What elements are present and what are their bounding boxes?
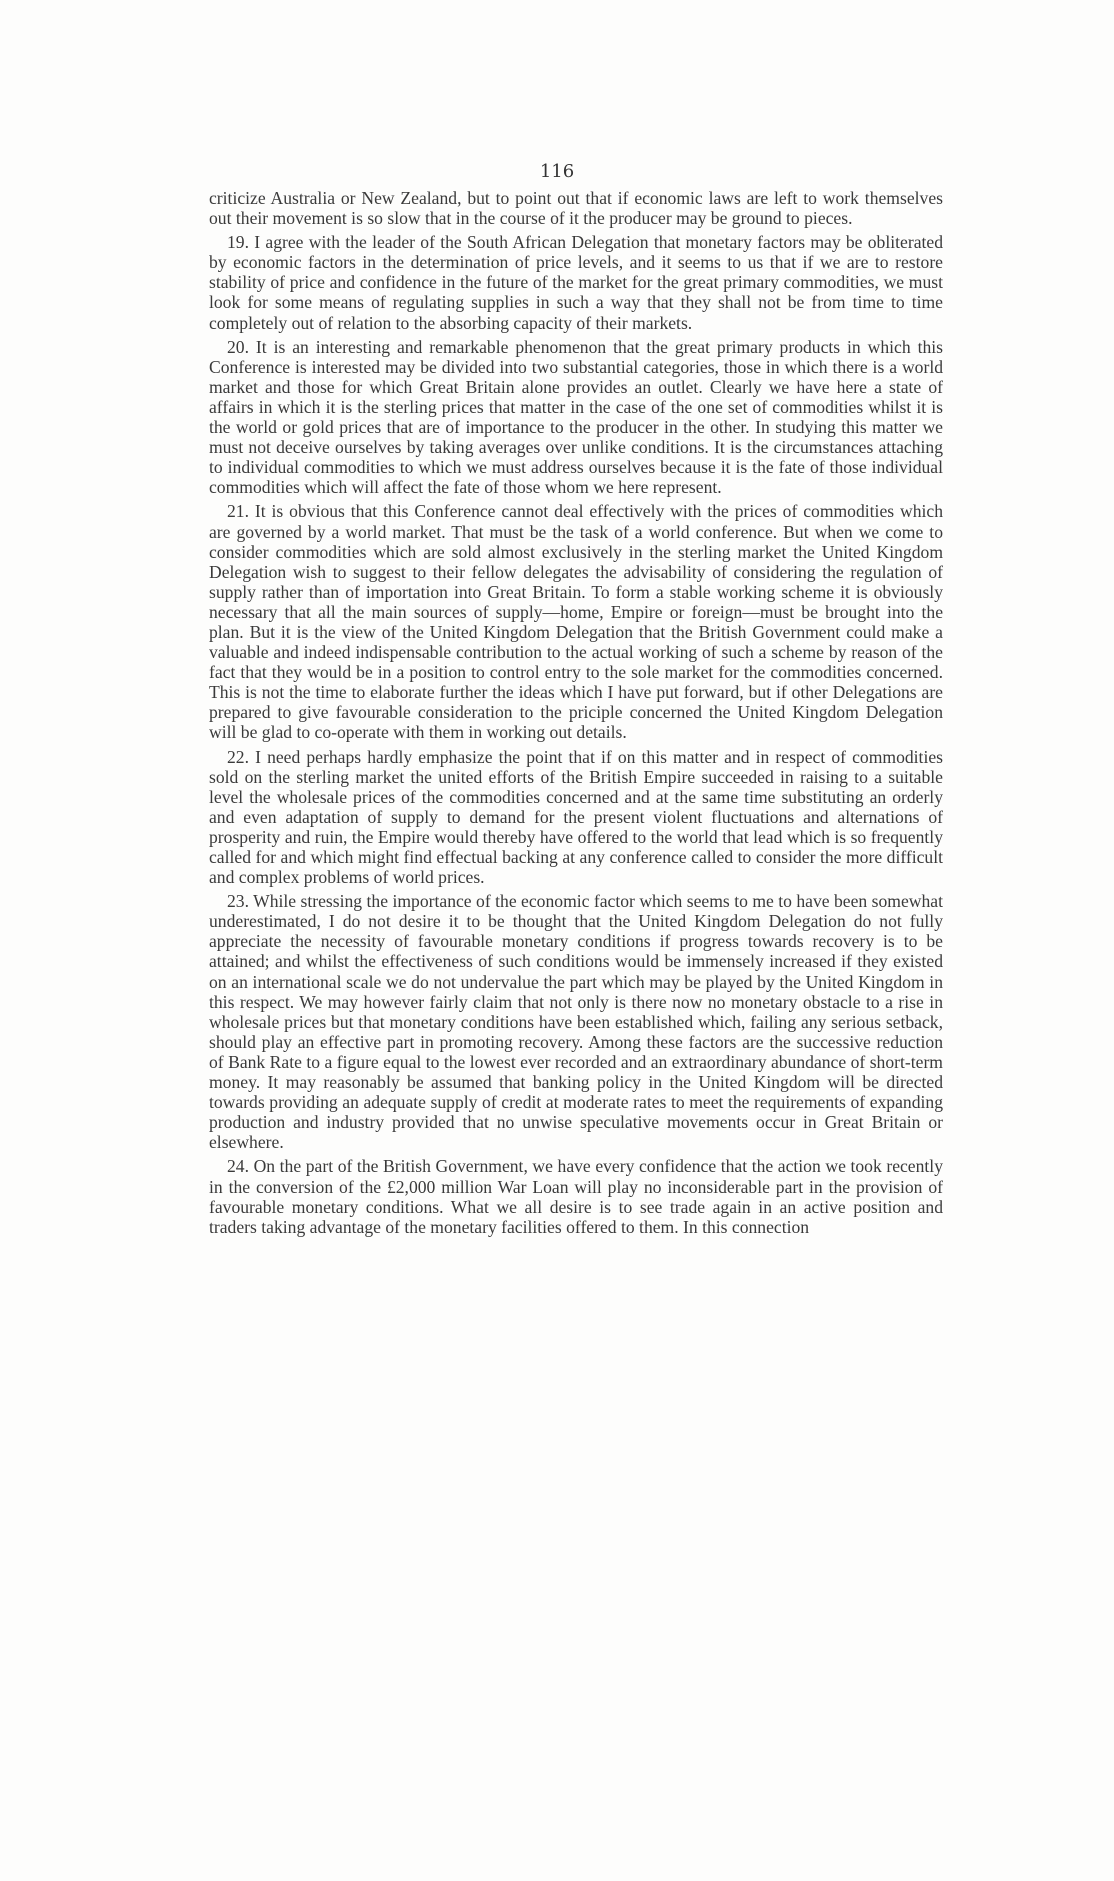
paragraph-23: 23. While stressing the importance of the economic factor which seems to me to have been somewhat underestimated, I do not desire it to be thought that the United Kingdom Delegation do not fully appreciate the necessity of favourable monetary conditions if progress towards recovery is to be attained; and whilst the effectiveness of such conditions would be immensely increased if they existed on an international scale we do not undervalue the part which may be played by the United Kingdom in this respect. We may however fairly claim that not only is there now no monetary obstacle to a rise in wholesale prices but that monetary conditions have been established which, failing any serious setback, should play an effective part in promoting recovery. Among these factors are the successive reduction of Bank Rate to a figure equal to the lowest ever recorded and an extraordinary abundance of short-term money. It may reasonably be assumed that banking policy in the United Kingdom will be directed towards providing an adequate supply of credit at moderate rates to meet the requirements of expanding production and industry provided that no unwise speculative movements occur in Great Britain or elsewhere. [209,891,943,1153]
paragraph-19: 19. I agree with the leader of the South African Delegation that monetary factors may be obliterated by economic factors in the determination of price levels, and it seems to us that if we are to restore stability of price and confidence in the future of the market for the great primary commodities, we must look for some means of regulating supplies in such a way that they shall not be from time to time completely out of relation to the absorbing capacity of their markets. [209,232,943,333]
paragraph-continuation: criticize Australia or New Zealand, but to point out that if economic laws are left to work themselves out their movement is so slow that in the course of it the producer may be ground to pieces. [209,188,943,229]
paragraph-21: 21. It is obvious that this Conference cannot deal effectively with the prices of commodities which are governed by a world market. That must be the task of a world conference. But when we come to consider commodities which are sold almost exclusively in the sterling market the United Kingdom Delegation wish to suggest to their fellow delegates the advisability of considering the regulation of supply rather than of importation into Great Britain. To form a stable working scheme it is obviously necessary that all the main sources of supply—home, Empire or foreign—must be brought into the plan. But it is the view of the United Kingdom Delegation that the British Government could make a valuable and indeed indispensable contribution to the actual working of such a scheme by reason of the fact that they would be in a position to control entry to the sole market for the commodities concerned. This is not the time to elaborate further the ideas which I have put forward, but if other Delegations are prepared to give favourable consideration to the priciple concerned the United Kingdom Delegation will be glad to co-operate with them in working out details. [209,501,943,743]
body-text [209,188,943,1241]
page-number: 116 [539,161,575,182]
paragraph-24: 24. On the part of the British Government, we have every confidence that the action we took recently in the conversion of the £2,000 million War Loan will play no inconsiderable part in the provision of favourable monetary conditions. What we all desire is to see trade again in an active position and traders taking advantage of the monetary facilities offered to them. In this connection [209,1156,943,1237]
paragraph-22: 22. I need perhaps hardly emphasize the point that if on this matter and in respect of commodities sold on the sterling market the united efforts of the British Empire succeeded in raising to a suitable level the wholesale prices of the commodities concerned and at the same time substituting an orderly and even adaptation of supply to demand for the present violent fluctuations and alternations of prosperity and ruin, the Empire would thereby have offered to the world that lead which is so frequently called for and which might find effectual backing at any conference called to consider the more difficult and complex problems of world prices. [209,746,943,888]
paragraph-20: 20. It is an interesting and remarkable phenomenon that the great primary products in which this Conference is interested may be divided into two substantial categories, those in which there is a world market and those for which Great Britain alone provides an outlet. Clearly we have here a state of affairs in which it is the sterling prices that matter in the case of the one set of commodities whilst it is the world or gold prices that are of importance to the producer in the other. In studying this matter we must not deceive ourselves by taking averages over unlike conditions. It is the circumstances attaching to individual commodities to which we must address ourselves because it is the fate of those individual commodities which will affect the fate of those whom we here represent. [209,336,943,498]
